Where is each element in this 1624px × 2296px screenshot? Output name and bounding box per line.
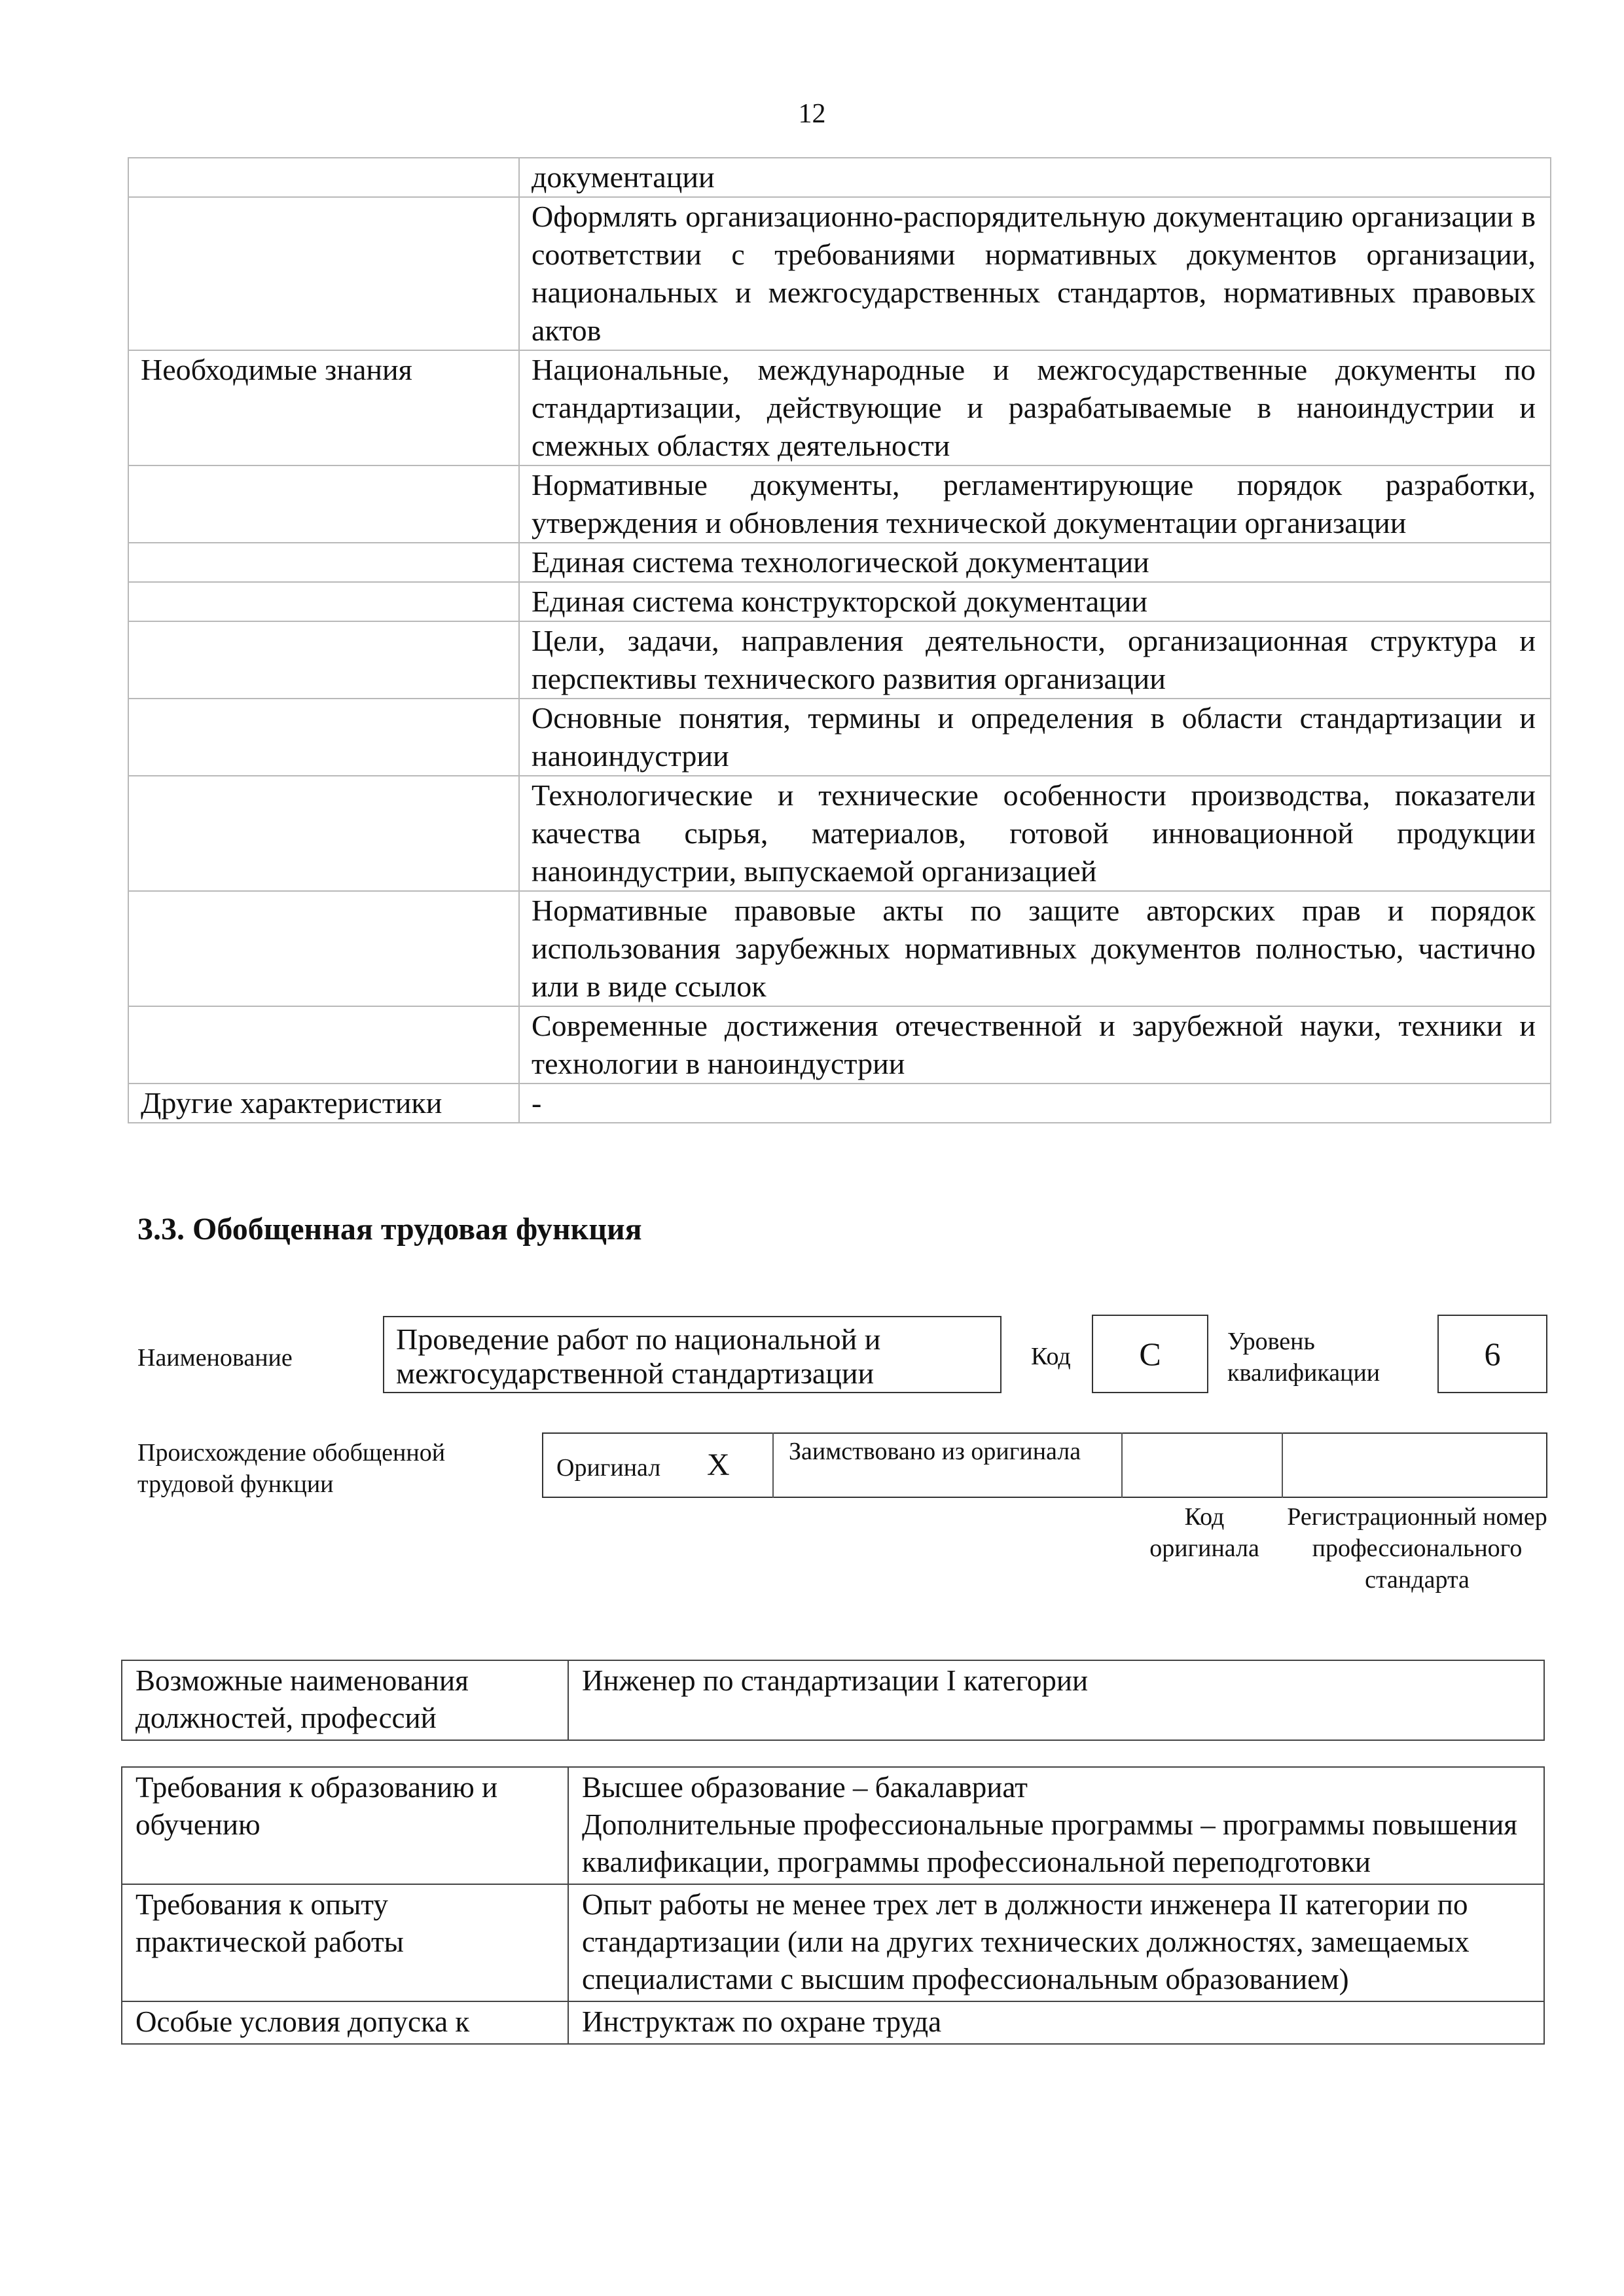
row-text: Единая система технологической документации bbox=[519, 543, 1551, 582]
requirement-label: Особые условия допуска к bbox=[122, 2001, 568, 2044]
requirement-line: Опыт работы не менее трех лет в должности инженера II категории по стандартизации (или на других технических должностях, замещаемых специалистами с высшим профессиональным образованием) bbox=[582, 1888, 1470, 1995]
original-label: Оригинал bbox=[556, 1454, 661, 1482]
origin-label: Происхождение обобщенной трудовой функции bbox=[137, 1439, 446, 1498]
table-row bbox=[128, 350, 1551, 465]
row-text: Национальные, международные и межгосударственные документы по стандартизации, действующие и разрабатываемые в наноиндустрии и смежных областях деятельности bbox=[519, 350, 1551, 465]
row-text: Нормативные документы, регламентирующие порядок разработки, утверждения и обновления технической документации организации bbox=[519, 465, 1551, 543]
table-row bbox=[128, 543, 1551, 582]
table-row bbox=[128, 621, 1551, 699]
row-text: Нормативные правовые акты по защите авторских прав и порядок использования зарубежных нормативных документов полностью, частично или в виде ссылок bbox=[519, 891, 1551, 1006]
table-row bbox=[122, 2001, 1544, 2044]
positions-label: Возможные наименования должностей, профессий bbox=[122, 1660, 568, 1740]
level-label: Уровень квалификации bbox=[1227, 1328, 1380, 1387]
requirement-line: Высшее образование – бакалавриат bbox=[582, 1771, 1028, 1804]
origin-divider bbox=[1282, 1432, 1283, 1498]
positions-table bbox=[121, 1660, 1545, 1741]
row-text: Технологические и технические особенности производства, показатели качества сырья, материалов, готовой инновационной продукции наноиндустрии, выпускаемой организацией bbox=[519, 776, 1551, 891]
row-text: Основные понятия, термины и определения в области стандартизации и наноиндустрии bbox=[519, 699, 1551, 776]
borrowed-label: Заимствовано из оригинала bbox=[789, 1438, 1081, 1465]
requirement-text bbox=[568, 1884, 1544, 2001]
code-value: C bbox=[1092, 1315, 1208, 1393]
requirement-line: Инструктаж по охране труда bbox=[582, 2005, 942, 2038]
section-heading: 3.3. Обобщенная трудовая функция bbox=[137, 1212, 642, 1247]
requirement-label: Требования к опыту практической работы bbox=[122, 1884, 568, 2001]
table-row bbox=[128, 465, 1551, 543]
row-label bbox=[128, 158, 519, 197]
table-row bbox=[122, 1884, 1544, 2001]
table-row bbox=[128, 699, 1551, 776]
name-value: Проведение работ по национальной и межгосударственной стандартизации bbox=[383, 1316, 1001, 1393]
row-label bbox=[128, 1006, 519, 1084]
row-label bbox=[128, 197, 519, 350]
origin-divider bbox=[1121, 1432, 1123, 1498]
table-row bbox=[122, 1767, 1544, 1884]
table-row bbox=[128, 1006, 1551, 1084]
row-label bbox=[128, 699, 519, 776]
code-label: Код bbox=[1031, 1343, 1071, 1370]
page-number: 12 bbox=[798, 99, 826, 129]
row-text: - bbox=[519, 1084, 1551, 1123]
row-label bbox=[128, 543, 519, 582]
row-text: Единая система конструкторской документации bbox=[519, 582, 1551, 621]
table-row bbox=[128, 891, 1551, 1006]
requirement-line: Дополнительные профессиональные программы – программы повышения квалификации, программы профессиональной переподготовки bbox=[582, 1808, 1517, 1878]
requirement-text bbox=[568, 2001, 1544, 2044]
row-label: Другие характеристики bbox=[128, 1084, 519, 1123]
row-text: Современные достижения отечественной и зарубежной науки, техники и технологии в наноиндустрии bbox=[519, 1006, 1551, 1084]
row-text: Цели, задачи, направления деятельности, организационная структура и перспективы технического развития организации bbox=[519, 621, 1551, 699]
origin-divider bbox=[772, 1432, 774, 1498]
table-row bbox=[128, 1084, 1551, 1123]
row-label bbox=[128, 465, 519, 543]
original-mark: X bbox=[707, 1448, 730, 1482]
row-label: Необходимые знания bbox=[128, 350, 519, 465]
table-row bbox=[122, 1660, 1544, 1740]
code-original-caption: Код оригинала bbox=[1149, 1503, 1259, 1562]
requirements-table bbox=[121, 1766, 1545, 2045]
name-label: Наименование bbox=[137, 1344, 293, 1372]
row-label bbox=[128, 621, 519, 699]
requirement-label: Требования к образованию и обучению bbox=[122, 1767, 568, 1884]
table-row bbox=[128, 582, 1551, 621]
row-label bbox=[128, 582, 519, 621]
table-row bbox=[128, 197, 1551, 350]
requirement-text bbox=[568, 1767, 1544, 1884]
row-label bbox=[128, 776, 519, 891]
reg-number-caption: Регистрационный номер профессионального стандарта bbox=[1287, 1503, 1547, 1594]
level-value: 6 bbox=[1437, 1315, 1547, 1393]
row-text: Оформлять организационно-распорядительную документацию организации в соответствии с требованиями нормативных документов организации, национальных и межгосударственных стандартов, нормативных правовых актов bbox=[519, 197, 1551, 350]
knowledge-table bbox=[128, 157, 1551, 1123]
row-text: документации bbox=[519, 158, 1551, 197]
row-label bbox=[128, 891, 519, 1006]
table-row bbox=[128, 776, 1551, 891]
table-row bbox=[128, 158, 1551, 197]
positions-value: Инженер по стандартизации I категории bbox=[568, 1660, 1544, 1740]
